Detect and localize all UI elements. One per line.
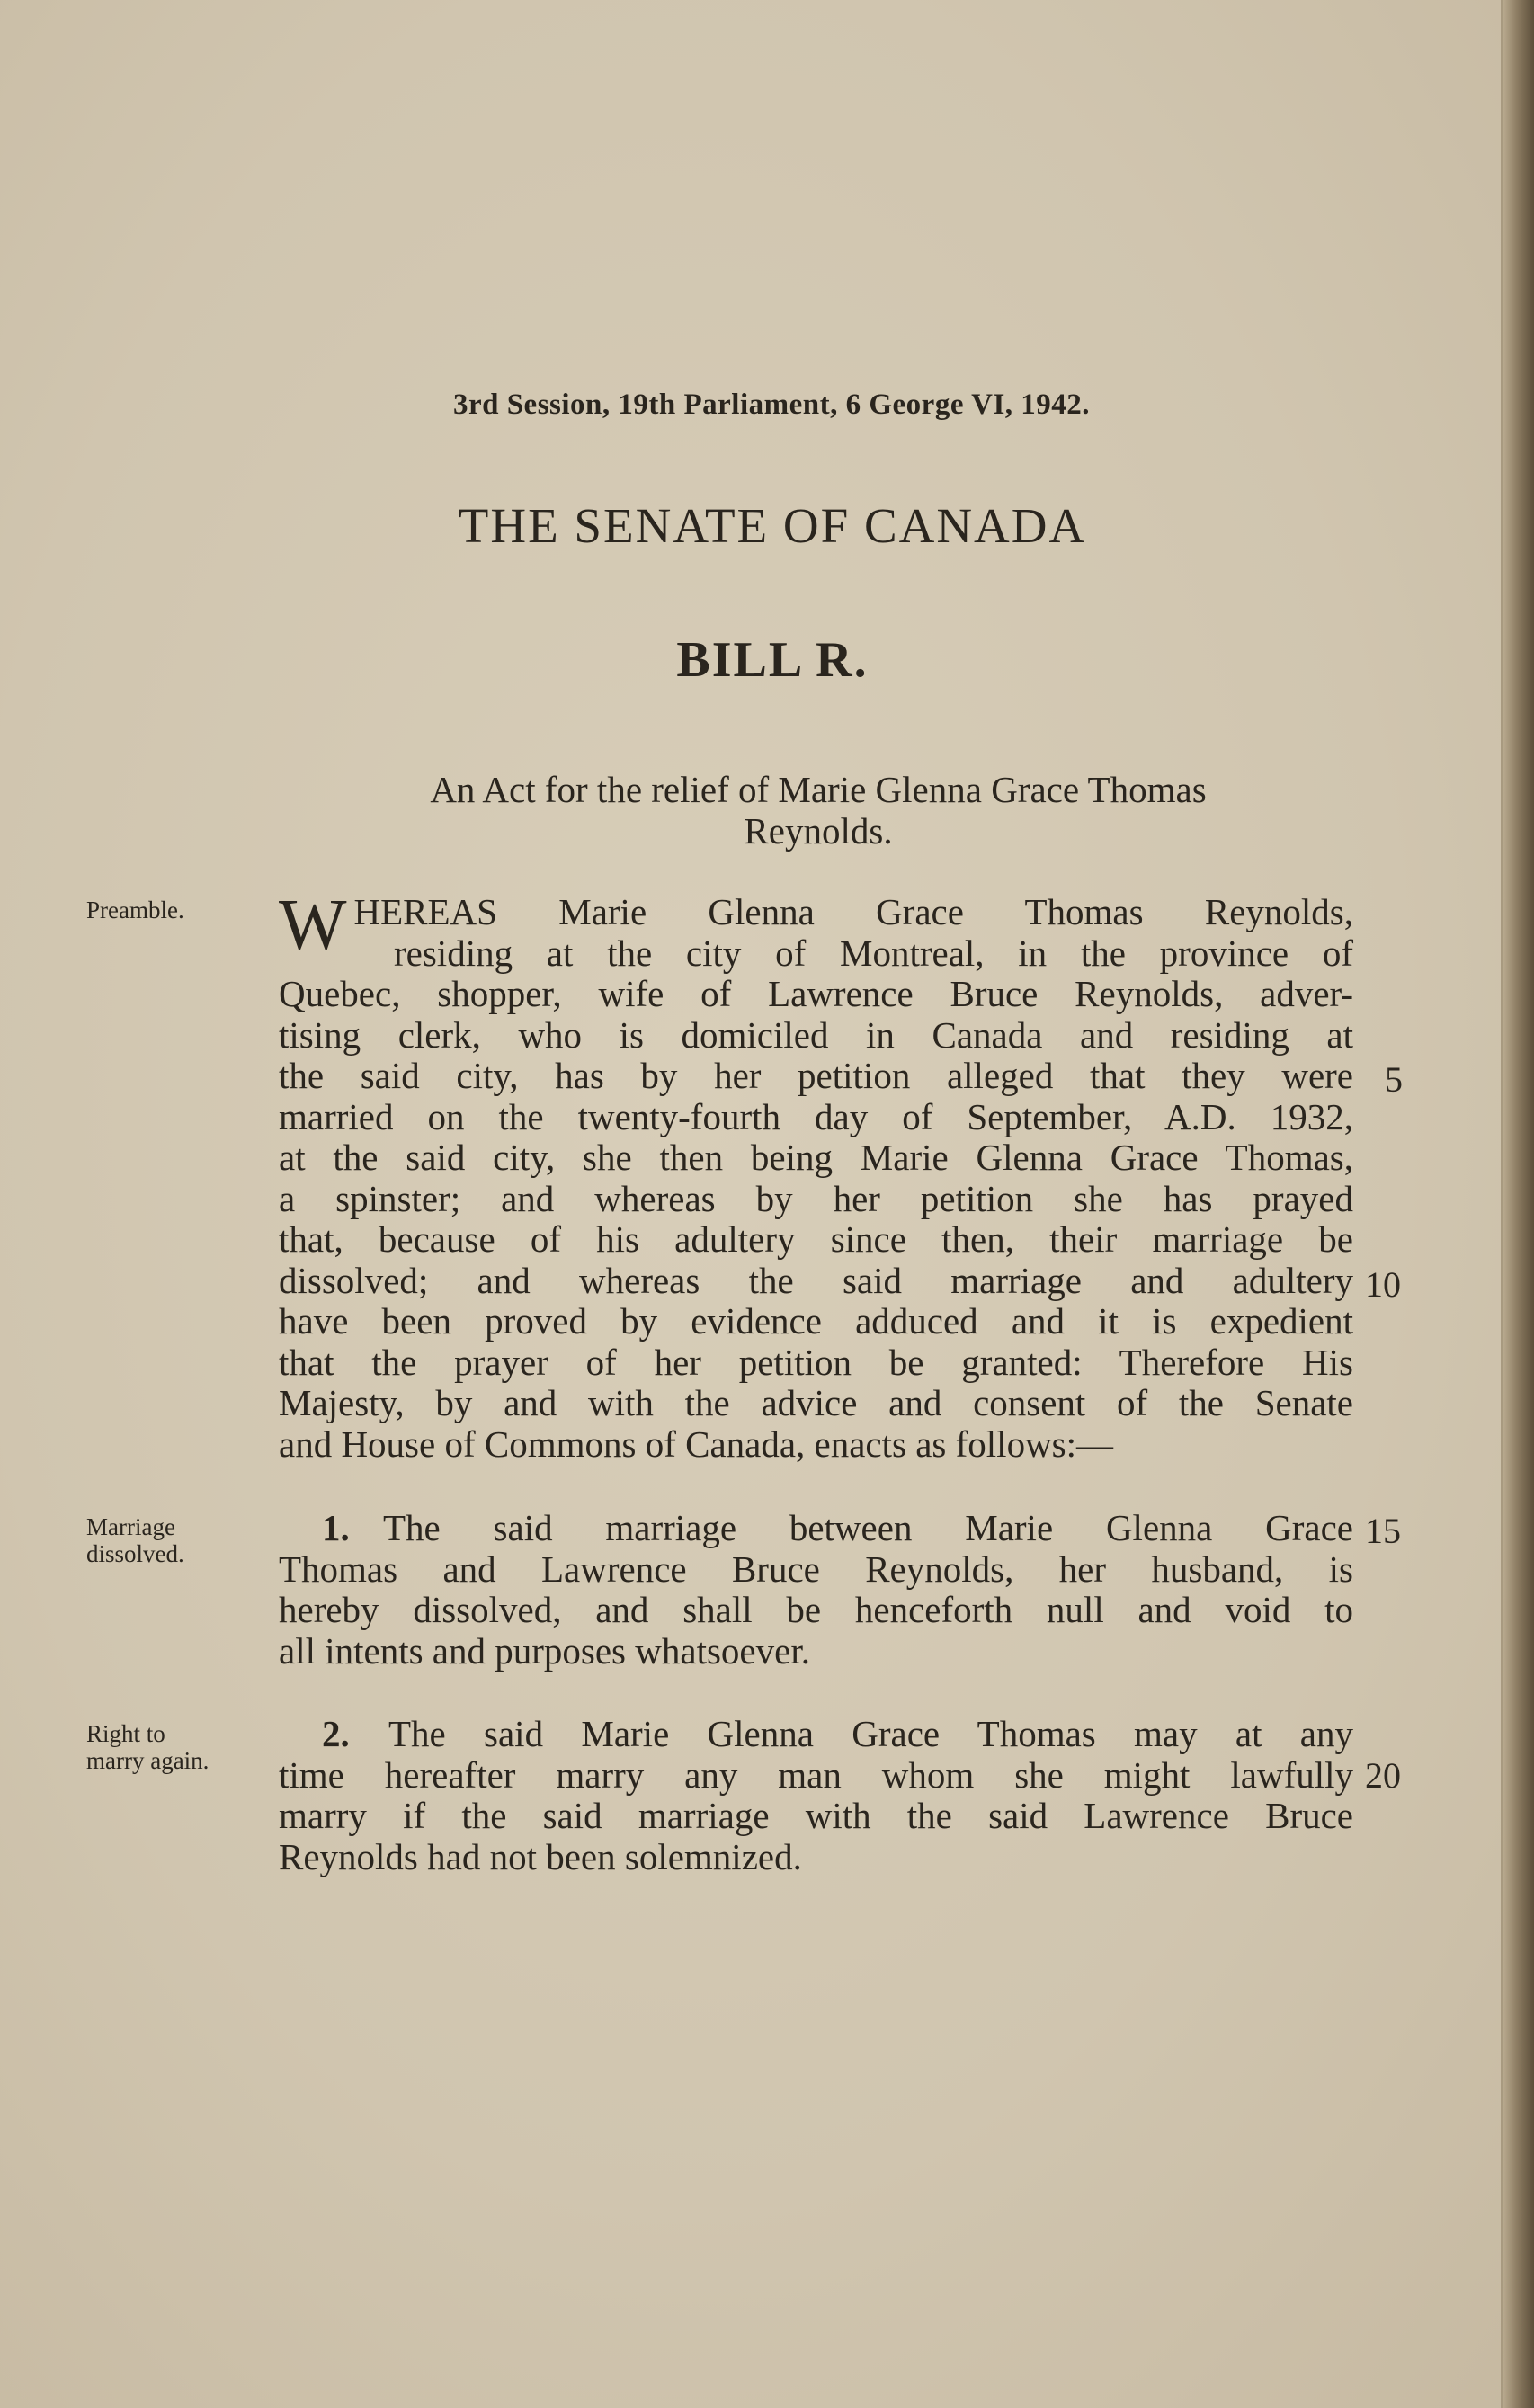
preamble-line: that the prayer of her petition be granted: Therefore His (279, 1341, 1353, 1383)
section-1-line: Thomas and Lawrence Bruce Reynolds, her husband, is (279, 1547, 1353, 1590)
preamble-line: dissolved; and whereas the said marriage and adultery (279, 1259, 1353, 1301)
section-2-line: marry if the said marriage with the said Lawrence Bruce (279, 1795, 1353, 1836)
preamble-line: the said city, has by her petition alleged that they were (279, 1055, 1353, 1096)
preamble-line: Quebec, shopper, wife of Lawrence Bruce Reynolds, adver- (279, 973, 1353, 1014)
marginal-note-section-1-line-1: Marriage (86, 1513, 175, 1540)
section-1 (279, 1508, 1353, 1672)
section-1-line: The said marriage between Marie Glenna Grace (383, 1507, 1353, 1548)
preamble-line: residing at the city of Montreal, in the province of (394, 932, 1353, 974)
section-1-first-line (279, 1508, 1353, 1549)
act-title-line-2: Reynolds. (744, 810, 893, 852)
preamble-line: HEREAS Marie Glenna Grace Thomas Reynolds, (353, 891, 1353, 932)
preamble-line: Majesty, by and with the advice and consent of the Senate (279, 1382, 1353, 1423)
bill-title: BILL R. (676, 632, 869, 688)
line-number-10: 10 (1365, 1264, 1401, 1305)
preamble-line: that, because of his adultery since then, their marriage be (279, 1218, 1353, 1260)
marginal-note-section-2-line-2: marry again. (86, 1747, 210, 1774)
act-title-line-1: An Act for the relief of Marie Glenna Grace Thomas (430, 769, 1207, 810)
section-2-line: The said Marie Glenna Grace Thomas may at any (388, 1713, 1353, 1754)
section-2-number: 2. (322, 1713, 350, 1754)
marginal-note-section-2 (86, 1720, 266, 1774)
preamble-line: have been proved by evidence adduced and it is expedient (279, 1300, 1353, 1342)
act-long-title (306, 769, 1331, 852)
preamble-line: married on the twenty-fourth day of September, A.D. 1932, (279, 1095, 1353, 1137)
section-2-first-line (279, 1714, 1353, 1755)
section-2 (279, 1714, 1353, 1877)
marginal-note-section-1-line-2: dissolved. (86, 1540, 184, 1567)
marginal-note-preamble: Preamble. (86, 896, 184, 923)
section-1-number: 1. (322, 1507, 350, 1548)
preamble-paragraph (279, 886, 1353, 1465)
session-heading: 3rd Session, 19th Parliament, 6 George VI, 1942. (452, 388, 1091, 421)
preamble-line: tising clerk, who is domiciled in Canada and residing at (279, 1013, 1353, 1056)
preamble-line: at the said city, she then being Marie Glenna Grace Thomas, (279, 1137, 1353, 1178)
preamble-line: and House of Commons of Canada, enacts as follows:— (279, 1423, 1114, 1465)
marginal-note-section-2-line-1: Right to (86, 1720, 165, 1747)
line-number-20: 20 (1365, 1755, 1401, 1796)
line-number-5: 5 (1385, 1059, 1403, 1100)
preamble-line: a spinster; and whereas by her petition she has prayed (279, 1177, 1353, 1219)
house-title: THE SENATE OF CANADA (458, 498, 1087, 553)
section-1-line: all intents and purposes whatsoever. (279, 1629, 810, 1672)
section-2-line: time hereafter marry any man whom she might lawfully (279, 1753, 1353, 1796)
drop-cap: W (279, 886, 347, 965)
marginal-note-section-1 (86, 1513, 266, 1567)
section-1-line: hereby dissolved, and shall be henceforth null and void to (279, 1589, 1353, 1630)
page-edge-shadow (1503, 0, 1534, 2408)
line-number-15: 15 (1365, 1511, 1401, 1551)
section-2-line: Reynolds had not been solemnized. (279, 1835, 802, 1877)
